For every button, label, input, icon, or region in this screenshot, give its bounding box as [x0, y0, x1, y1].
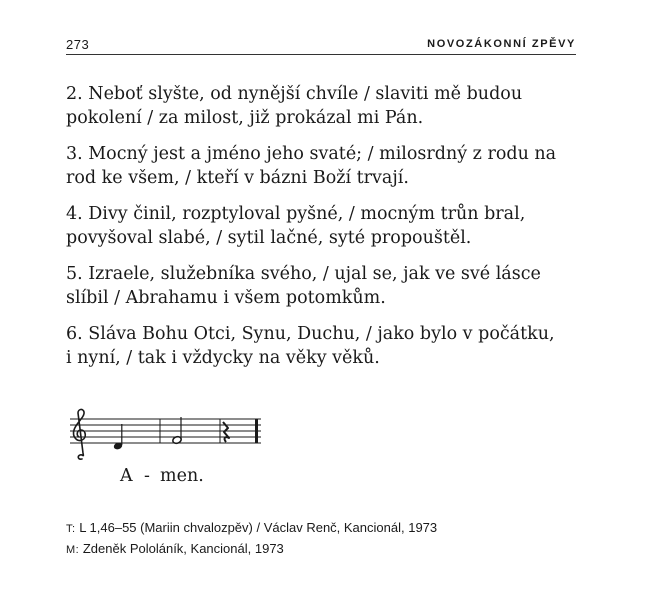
credit-prefix: T: [66, 523, 76, 535]
verse-line: 4. Divy činil, rozptyloval pyšné, / mocným trůn bral, [66, 204, 526, 224]
credit-value: L 1,46–55 (Mariin chvalozpěv) / Václav Renč, Kancionál, 1973 [79, 520, 438, 535]
lyric-hyphen: - [144, 466, 150, 486]
credits [66, 518, 586, 560]
verse-line: 6. Sláva Bohu Otci, Synu, Duchu, / jako bylo v počátku, [66, 324, 555, 344]
verses [66, 82, 586, 382]
staff-lines [70, 419, 261, 443]
verse-5 [66, 262, 586, 310]
verse-line: povyšoval slabé, / sytil lačné, syté propouštěl. [66, 228, 472, 248]
treble-clef-icon [74, 409, 86, 459]
verse-line: slíbil / Abrahamu i všem potomkům. [66, 288, 386, 308]
verse-2 [66, 82, 586, 130]
verse-line: rod ke všem, / kteří v bázni Boží trvají. [66, 168, 409, 188]
credit-prefix: M: [66, 544, 80, 556]
music-credit [66, 539, 586, 560]
text-credit [66, 518, 586, 539]
verse-line: 3. Mocný jest a jméno jeho svaté; / milosrdný z rodu na [66, 144, 557, 164]
section-title: NOVOZÁKONNÍ ZPĚVY [427, 38, 576, 50]
verse-4 [66, 202, 586, 250]
verse-line: pokolení / za milost, již prokázal mi Pán. [66, 108, 424, 128]
final-barline [255, 419, 258, 443]
verse-line: 2. Neboť slyšte, od nynější chvíle / slaviti mě budou [66, 84, 523, 104]
verse-6 [66, 322, 586, 370]
credit-value: Zdeněk Pololáník, Kancionál, 1973 [82, 541, 284, 556]
verse-3 [66, 142, 586, 190]
verse-line: i nyní, / tak i vždycky na věky věků. [66, 348, 380, 368]
lyric-syllable: men. [160, 466, 204, 486]
lyric-syllable: A [120, 466, 133, 486]
page-number: 273 [66, 37, 90, 52]
verse-line: 5. Izraele, služebníka svého, / ujal se, jak ve své lásce [66, 264, 541, 284]
page-header [66, 36, 576, 55]
